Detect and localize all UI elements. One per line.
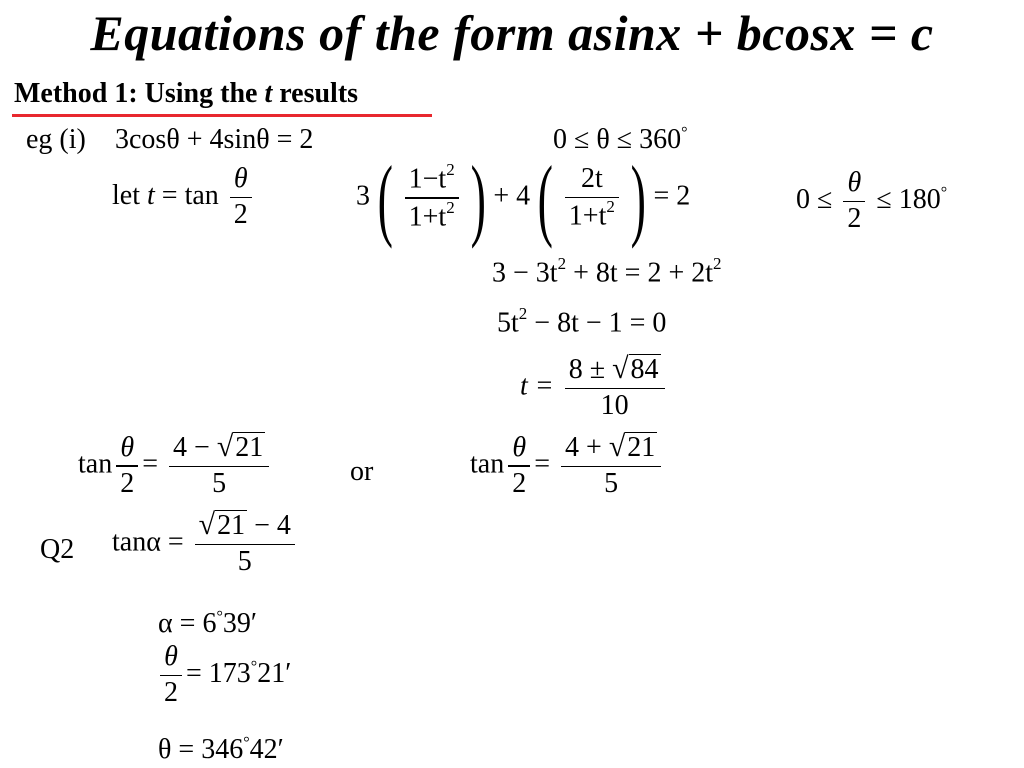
- sqrt-21: [609, 432, 657, 464]
- method-underline: [12, 114, 432, 117]
- sqrt-21-value: 21: [217, 510, 246, 541]
- step1-sup-1: 2: [557, 254, 567, 273]
- let-prefix: let: [112, 179, 147, 211]
- let-fraction-den: 2: [233, 199, 248, 231]
- half-range-den: 2: [847, 203, 862, 235]
- degree-symbol: °: [250, 658, 258, 676]
- fraction-bar: [561, 466, 661, 468]
- solution-2: [470, 432, 665, 500]
- sqrt-icon: √: [198, 508, 216, 541]
- sol1-num-pre: 4 −: [173, 432, 210, 463]
- alpha-min-part: 39′: [222, 608, 257, 639]
- half-theta-fraction: [160, 642, 182, 709]
- sol2-result-den: 5: [604, 468, 619, 500]
- sol2-half: [508, 433, 530, 500]
- subst-f1-num-text: 1−t: [408, 163, 447, 195]
- example-equation: 3cosθ + 4sinθ = 2: [115, 124, 314, 155]
- sqrt-84: [612, 354, 660, 386]
- q2-tan-alpha: tanα =: [112, 526, 184, 558]
- q2-label: Q2: [40, 534, 75, 565]
- q2-fraction: [195, 510, 295, 578]
- alpha-result: [158, 608, 257, 640]
- sol1-tan: tan: [78, 448, 113, 480]
- subst-eq-2: = 2: [653, 180, 691, 212]
- step2-sup: 2: [518, 304, 528, 323]
- subst-f1-den: [405, 197, 459, 233]
- solution-1: [78, 432, 273, 500]
- left-paren: (: [377, 147, 393, 249]
- step1-sup-2: 2: [713, 254, 722, 273]
- fraction-bar: [116, 465, 138, 467]
- sol2-result: [561, 432, 661, 500]
- sol2-half-num: θ: [512, 431, 527, 463]
- theta-deg-part: θ = 346: [158, 734, 244, 765]
- method-prefix: Method 1: Using the: [14, 78, 265, 109]
- degree-symbol: °: [681, 124, 688, 142]
- method-suffix: results: [272, 78, 359, 109]
- t-equals: t =: [520, 370, 554, 402]
- subst-f2-den-text: 1+t: [568, 200, 607, 232]
- step1-part-a: 3 − 3t: [492, 257, 558, 289]
- subst-fraction-1: [405, 160, 459, 233]
- let-t: t: [147, 179, 155, 211]
- right-paren: ): [630, 147, 646, 249]
- fraction-bar: [508, 465, 530, 467]
- sol1-result-den: 5: [212, 468, 227, 500]
- sqrt-21: [217, 432, 265, 464]
- quadratic-solution: [520, 354, 669, 422]
- quadratic-den: 10: [600, 390, 629, 422]
- example-range-text: 0 ≤ θ ≤ 360: [553, 124, 682, 155]
- quadratic-num: [565, 354, 665, 386]
- subst-fraction-2: [565, 164, 619, 232]
- q2-num-post: − 4: [247, 510, 291, 541]
- sol1-half-num: θ: [120, 431, 135, 463]
- sqrt-21-value: 21: [627, 432, 656, 463]
- subst-f2-den-sup: 2: [606, 197, 615, 217]
- let-mid: = tan: [154, 179, 219, 211]
- sol1-result: [169, 432, 269, 500]
- half-range-num: θ: [847, 167, 862, 198]
- sqrt-21-value: 21: [235, 432, 264, 463]
- half-theta-num: θ: [164, 641, 178, 672]
- subst-f1-den-text: 1+t: [408, 201, 447, 233]
- sol1-half: [116, 433, 138, 500]
- sol1-half-den: 2: [120, 467, 135, 499]
- fraction-bar: [565, 388, 665, 390]
- fraction-bar: [195, 544, 295, 546]
- sqrt-icon: √: [612, 352, 629, 385]
- sol1-result-num: [169, 432, 269, 464]
- page-title: Equations of the form asinx + bcosx = c: [90, 5, 934, 61]
- subst-f1-den-sup: 2: [446, 197, 455, 217]
- step-quadratic: [497, 306, 666, 339]
- subst-plus-4: + 4: [493, 180, 531, 212]
- sol2-num-pre: 4 +: [565, 432, 602, 463]
- sol2-result-num: [561, 432, 661, 464]
- fraction-bar: [843, 201, 865, 203]
- sqrt-21: [199, 510, 247, 542]
- q2-num: [195, 510, 295, 542]
- sqrt-icon: √: [608, 430, 626, 463]
- q2-equation: [112, 510, 299, 578]
- let-fraction-num: θ: [233, 163, 248, 194]
- fraction-bar: [169, 466, 269, 468]
- half-theta-den: 2: [164, 677, 178, 709]
- left-paren: (: [537, 147, 554, 249]
- half-angle-range: [796, 168, 947, 235]
- half-range-fraction: [843, 168, 865, 235]
- sqrt-84-value: 84: [630, 354, 659, 385]
- theta-result: [158, 734, 284, 766]
- right-paren: ): [470, 147, 486, 249]
- method-heading: [14, 78, 358, 110]
- subst-f1-num: [405, 160, 459, 195]
- subst-f1-num-sup: 2: [446, 160, 455, 180]
- theta-min-part: 42′: [249, 734, 284, 765]
- example-label: eg (i): [26, 124, 86, 155]
- degree-symbol: °: [940, 184, 948, 202]
- half-theta-deg-part: = 173: [186, 657, 251, 689]
- step2-part-b: − 8t − 1 = 0: [527, 307, 667, 339]
- subst-f2-den: [565, 197, 619, 232]
- quadratic-fraction: [565, 354, 665, 422]
- quadratic-num-pre: 8 ±: [568, 354, 606, 385]
- degree-symbol: °: [216, 608, 223, 626]
- subst-f2-num: 2t: [580, 162, 603, 194]
- sol2-eq: =: [534, 448, 551, 480]
- fraction-bar: [230, 197, 252, 199]
- fraction-bar: [160, 675, 182, 677]
- alpha-deg-part: α = 6: [158, 608, 217, 639]
- step-expanded: [492, 256, 722, 289]
- subst-coef-3: 3: [356, 180, 370, 212]
- degree-symbol: °: [243, 734, 250, 752]
- sol2-half-den: 2: [512, 467, 527, 499]
- step1-part-b: + 8t = 2 + 2t: [566, 257, 714, 289]
- sqrt-icon: √: [216, 430, 234, 463]
- sol2-tan: tan: [470, 448, 505, 480]
- q2-den: 5: [237, 546, 252, 578]
- substitution-equation: [356, 147, 691, 249]
- half-theta-min-part: 21′: [257, 657, 292, 689]
- let-fraction: [230, 164, 252, 231]
- half-theta-result: [156, 642, 291, 709]
- sol1-eq: =: [142, 448, 159, 480]
- half-range-left: 0 ≤: [796, 183, 833, 215]
- method-t: t: [264, 78, 273, 109]
- let-substitution: [112, 164, 256, 231]
- half-range-right: ≤ 180: [876, 183, 941, 215]
- step2-part-a: 5t: [497, 307, 519, 339]
- or-label: or: [350, 456, 374, 487]
